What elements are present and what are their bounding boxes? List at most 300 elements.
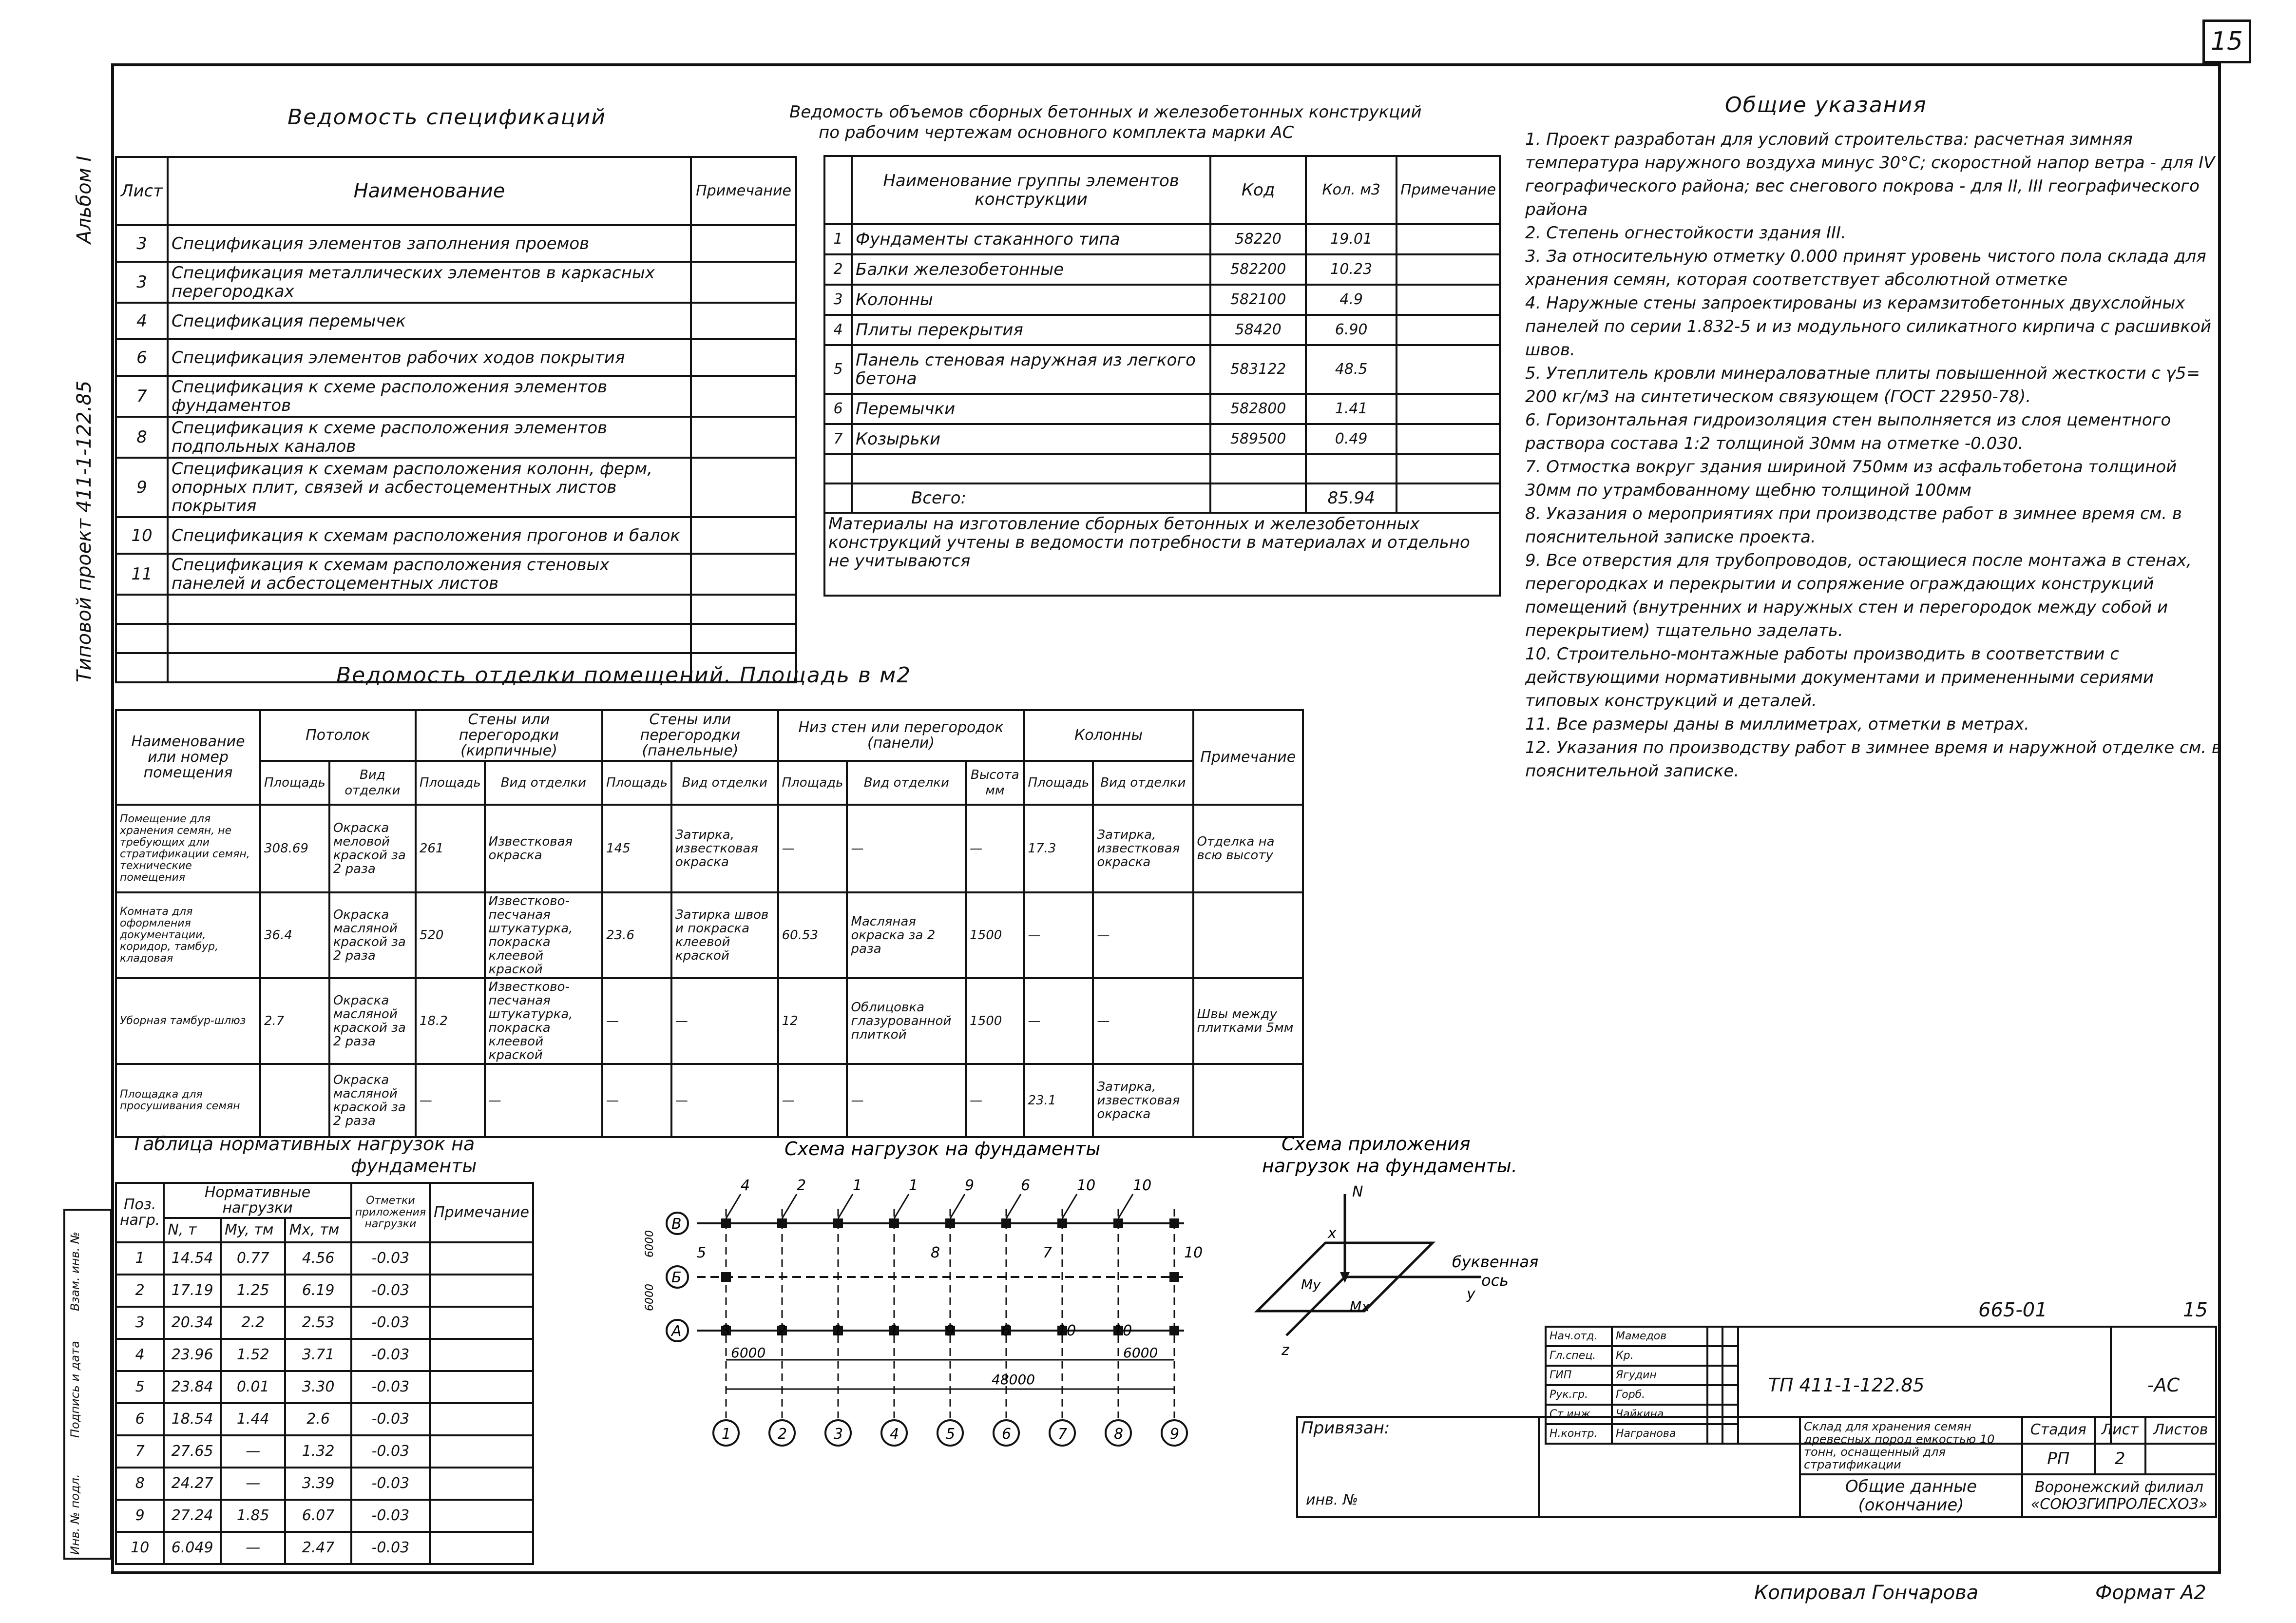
loads-row	[116, 1371, 533, 1403]
fin-sub-header: Вид отделки	[1093, 761, 1193, 805]
vol-row	[824, 345, 1500, 394]
spec-note	[691, 376, 796, 417]
fin-cell: 60.53	[778, 892, 847, 978]
fin-cell: 12	[778, 978, 847, 1064]
fin-cell: 1500	[966, 892, 1024, 978]
spec-row	[116, 303, 796, 339]
loads-cell: 2.53	[285, 1307, 351, 1339]
fin-cell: —	[778, 805, 847, 892]
stamp-col-sheets: Листов	[2145, 1417, 2216, 1444]
fin-cell: —	[778, 1064, 847, 1137]
foundation-mark	[889, 1218, 899, 1228]
scheme1-title: Схема нагрузок на фундаменты	[784, 1138, 1101, 1159]
note-item: 3. За относительную отметку 0.000 принят уровень чистого пола склада для хранения семян, которая соответствует абсолютной отметке	[1525, 247, 2206, 290]
footer-format: Формат А2	[2095, 1582, 2206, 1604]
bottom-load-label: 6	[1001, 1322, 1011, 1339]
fin-cell: Окраска масляной краской за 2 раза	[329, 892, 416, 978]
bottom-load-label: 3	[721, 1322, 731, 1339]
fin-cell: —	[485, 1064, 602, 1137]
vol-qty: 0.49	[1306, 424, 1397, 454]
loads-cell: 0.01	[221, 1371, 286, 1403]
loads-cell: 1.85	[221, 1500, 286, 1532]
loads-cell: —	[221, 1468, 286, 1500]
col-axis-label: 1	[722, 1426, 731, 1443]
spec-row	[116, 517, 796, 554]
my-label: My	[1301, 1276, 1321, 1293]
spec-row	[116, 417, 796, 458]
fin-cell: 17.3	[1024, 805, 1093, 892]
foundation-loads-scheme	[604, 1136, 1238, 1516]
spec-list-table	[115, 156, 797, 683]
vol-code: 589500	[1210, 424, 1306, 454]
loads-row	[116, 1500, 533, 1532]
vol-row	[824, 254, 1500, 285]
fin-cell: Затирка, известковая окраска	[671, 805, 778, 892]
top-load-label: 10	[1077, 1177, 1096, 1194]
fin-cell: 36.4	[260, 892, 329, 978]
dim-span: 6000	[731, 1345, 766, 1361]
loads-cell: 24.27	[164, 1468, 221, 1500]
stamp-role: Ст.инж.	[1546, 1405, 1612, 1424]
spec-sheet: 3	[116, 225, 168, 262]
loads-cell: 2.6	[285, 1403, 351, 1435]
spec-row	[116, 458, 796, 517]
vol-note	[1397, 345, 1500, 394]
dim-vertical-1: 6000	[644, 1230, 656, 1257]
fin-cell: Площадка для просушивания семян	[116, 1064, 260, 1137]
fin-cell: —	[602, 1064, 671, 1137]
foundation-mark	[945, 1218, 955, 1228]
top-load-label: 1	[909, 1177, 918, 1194]
scheme2-title-2: нагрузок на фундаменты.	[1262, 1155, 1517, 1177]
fin-sub-header: Площадь	[260, 761, 329, 805]
vol-code: 58220	[1210, 224, 1306, 254]
col-axis-label: 4	[890, 1426, 899, 1443]
loads-title-1: Таблица нормативных нагрузок на	[132, 1133, 475, 1155]
fin-cell: Окраска масляной краской за 2 раза	[329, 978, 416, 1064]
note-item: 9. Все отверстия для трубопроводов, остающиеся после монтажа в стенах, перегородках и перекрытии и сопряжение ограждающих конструкций помещений (внутренних и наружных стен и перегородок между собой и перекрытием) тщательно заделать.	[1525, 551, 2192, 640]
fin-cell: Уборная тамбур-шлюз	[116, 978, 260, 1064]
vol-name: Колонны	[852, 285, 1210, 315]
spec-row	[116, 262, 796, 303]
album-label: Альбом I	[73, 155, 96, 244]
loads-cell: 7	[116, 1435, 164, 1468]
loads-cell: 1.44	[221, 1403, 286, 1435]
loads-cell: 3.39	[285, 1468, 351, 1500]
fin-cell: —	[966, 1064, 1024, 1137]
loads-row	[116, 1532, 533, 1564]
fin-group-header: Стены или перегородки (панельные)	[602, 710, 778, 761]
loads-sub-n: N, т	[164, 1218, 221, 1242]
vol-row	[824, 285, 1500, 315]
vol-code: 58420	[1210, 315, 1306, 345]
loads-cell: -0.03	[351, 1500, 430, 1532]
vol-qty: 48.5	[1306, 345, 1397, 394]
stamp-mark: -АС	[2111, 1327, 2216, 1444]
load-leader	[782, 1194, 797, 1218]
vol-code: 582800	[1210, 394, 1306, 424]
spec-sheet: 4	[116, 303, 168, 339]
spec-hdr-sheet: Лист	[116, 157, 168, 225]
mx-label: Mx	[1350, 1298, 1370, 1314]
notes-list	[1525, 128, 2222, 783]
foundation-mark	[1169, 1326, 1179, 1335]
loads-cell: —	[221, 1435, 286, 1468]
top-load-label: 10	[1133, 1177, 1152, 1194]
fin-cell: —	[1024, 892, 1093, 978]
spec-sheet: 3	[116, 262, 168, 303]
loads-cell: —	[221, 1532, 286, 1564]
loads-row	[116, 1435, 533, 1468]
spec-name: Спецификация к схемам расположения прогонов и балок	[168, 517, 691, 554]
volumes-table	[823, 155, 1501, 597]
inner-load-label: 5	[697, 1244, 707, 1261]
loads-cell: -0.03	[351, 1339, 430, 1371]
note-item: 1. Проект разработан для условий строительства: расчетная зимняя температура наружного воздуха минус 30°С; скоростной напор ветра - для IV географического района; вес снегового покрова - для II, III географического района	[1525, 130, 2215, 219]
vol-note	[1397, 285, 1500, 315]
spec-name: Спецификация к схеме расположения элементов подпольных каналов	[168, 417, 691, 458]
stamp-bind: Привязан:	[1297, 1417, 1539, 1517]
spec-hdr-note: Примечание	[691, 157, 796, 225]
loads-row	[116, 1275, 533, 1307]
spec-note	[691, 458, 796, 517]
fin-group-header: Наименование или номер помещения	[116, 710, 260, 805]
vol-qty: 19.01	[1306, 224, 1397, 254]
loads-cell: 1	[116, 1242, 164, 1275]
stamp-col-stage: Стадия	[2022, 1417, 2095, 1444]
load-application-scheme	[1238, 1131, 1588, 1374]
bottom-load-label: 1	[889, 1322, 899, 1339]
loads-hdr-marks: Отметки приложения нагрузки	[351, 1183, 430, 1242]
stamp-bottom	[1296, 1416, 2217, 1518]
vol-note	[1397, 224, 1500, 254]
vol-note	[1397, 254, 1500, 285]
notes-title: Общие указания	[1725, 93, 1927, 117]
note-item: 2. Степень огнестойкости здания III.	[1525, 223, 1846, 243]
stamp-name: Горб.	[1612, 1385, 1707, 1405]
spec-note	[691, 554, 796, 595]
fin-cell: Затирка, известковая окраска	[1093, 1064, 1193, 1137]
vol-note	[1397, 315, 1500, 345]
stamp-role: ГИП	[1546, 1366, 1612, 1385]
loads-cell: 27.65	[164, 1435, 221, 1468]
note-item: 8. Указания о мероприятиях при производстве работ в зимнее время см. в пояснительной записке проекта.	[1525, 504, 2182, 547]
note-item: 10. Строительно-монтажные работы производить в соответствии с действующими нормативными документами и примененными сериями типовых конструкций и деталей.	[1525, 644, 2154, 711]
spec-name: Спецификация к схеме расположения элементов фундаментов	[168, 376, 691, 417]
spec-row	[116, 554, 796, 595]
vol-total-label: Всего:	[852, 483, 1210, 513]
vol-row	[824, 315, 1500, 345]
loads-cell: 1.32	[285, 1435, 351, 1468]
fin-cell: —	[966, 805, 1024, 892]
stamp-role: Нач.отд.	[1546, 1327, 1612, 1346]
fin-cell: Швы между плитками 5мм	[1193, 978, 1303, 1064]
stamp-description: Склад для хранения семян древесных пород емкостью 10 тонн, оснащенный для стратификации	[1800, 1417, 2022, 1474]
loads-cell: -0.03	[351, 1403, 430, 1435]
fin-cell: Помещение для хранения семян, не требующих дли стратификации семян, технические помещения	[116, 805, 260, 892]
col-axis-label: 3	[834, 1426, 843, 1443]
loads-cell: 2.2	[221, 1307, 286, 1339]
load-leader	[1118, 1194, 1133, 1218]
vol-num: 5	[824, 345, 852, 394]
row-axis-label: Б	[671, 1269, 682, 1286]
spec-list-title: Ведомость спецификаций	[287, 105, 606, 130]
fin-row	[116, 892, 1303, 978]
row-axis-label: А	[671, 1323, 682, 1340]
loads-cell: 5	[116, 1371, 164, 1403]
fin-cell: —	[1093, 978, 1193, 1064]
vol-name: Перемычки	[852, 394, 1210, 424]
dim-vertical-2: 6000	[644, 1284, 656, 1311]
z-label: z	[1282, 1342, 1289, 1359]
col-axis-label: 2	[778, 1426, 787, 1443]
loads-row	[116, 1307, 533, 1339]
col-axis-label: 5	[946, 1426, 956, 1443]
fin-cell	[260, 1064, 329, 1137]
spec-sheet: 7	[116, 376, 168, 417]
note-item: 11. Все размеры даны в миллиметрах, отметки в метрах.	[1525, 715, 2029, 734]
fin-cell: —	[602, 978, 671, 1064]
vol-code: 583122	[1210, 345, 1306, 394]
volumes-title-1: Ведомость объемов сборных бетонных и железобетонных конструкций	[789, 102, 1422, 122]
stamp-role: Гл.спец.	[1546, 1346, 1612, 1366]
fin-sub-header: Площадь	[416, 761, 485, 805]
fin-sub-header: Площадь	[1024, 761, 1093, 805]
spec-sheet: 11	[116, 554, 168, 595]
fin-cell: Окраска масляной краской за 2 раза	[329, 1064, 416, 1137]
loads-cell: 8	[116, 1468, 164, 1500]
stamp-role-row	[1546, 1327, 2216, 1346]
stamp-name: Кр.	[1612, 1346, 1707, 1366]
fin-group-header: Колонны	[1024, 710, 1193, 761]
loads-cell: 2	[116, 1275, 164, 1307]
fin-row	[116, 805, 1303, 892]
project-side-label: Типовой проект 411-1-122.85	[73, 380, 96, 682]
spec-hdr-name: Наименование	[168, 157, 691, 225]
inner-load-label: 7	[1043, 1244, 1052, 1261]
fin-cell: 145	[602, 805, 671, 892]
vol-num: 7	[824, 424, 852, 454]
fin-sub-header: Вид отделки	[329, 761, 416, 805]
fin-cell: 23.6	[602, 892, 671, 978]
fin-cell: Известково-песчаная штукатурка, покраска клеевой краской	[485, 892, 602, 978]
loads-row	[116, 1242, 533, 1275]
loads-row	[116, 1339, 533, 1371]
y-label: y	[1467, 1286, 1475, 1303]
loads-cell: -0.03	[351, 1468, 430, 1500]
load-leader	[838, 1194, 853, 1218]
vol-num: 1	[824, 224, 852, 254]
vol-code: 582200	[1210, 254, 1306, 285]
vol-row	[824, 224, 1500, 254]
vol-note: Материалы на изготовление сборных бетонных и железобетонных конструкций учтены в ведомости потребности в материалах и отдельно не учитываются	[824, 513, 1500, 596]
loads-cell: 23.84	[164, 1371, 221, 1403]
col-axis-label: 6	[1002, 1426, 1012, 1443]
loads-sub-mx: Mx, тм	[285, 1218, 351, 1242]
spec-sheet: 10	[116, 517, 168, 554]
left-stamp-2: Подпись и дата	[68, 1341, 82, 1438]
finishing-table	[115, 709, 1304, 1138]
volumes-title-2: по рабочим чертежам основного комплекта марки АС	[819, 123, 1294, 142]
loads-cell: 3.30	[285, 1371, 351, 1403]
fin-cell	[1193, 1064, 1303, 1137]
loads-cell: 23.96	[164, 1339, 221, 1371]
spec-row	[116, 339, 796, 376]
vol-hdr-name: Наименование группы элементов конструкции	[852, 156, 1210, 224]
loads-row	[116, 1403, 533, 1435]
loads-cell: 1.52	[221, 1339, 286, 1371]
vol-row	[824, 424, 1500, 454]
finishing-title: Ведомость отделки помещений. Площадь в м2	[336, 663, 912, 688]
top-load-label: 6	[1021, 1177, 1031, 1194]
col-axis-label: 7	[1058, 1426, 1068, 1443]
row-axis-label: В	[671, 1216, 682, 1233]
loads-table	[115, 1182, 534, 1565]
spec-note	[691, 303, 796, 339]
stamp-role: Н.контр.	[1546, 1424, 1612, 1444]
loads-cell: 9	[116, 1500, 164, 1532]
vol-code: 582100	[1210, 285, 1306, 315]
vol-name: Панель стеновая наружная из легкого бетона	[852, 345, 1210, 394]
stamp-doc-code: 665-01	[1978, 1299, 2047, 1321]
load-leader	[894, 1194, 909, 1218]
fin-cell: Окраска меловой краской за 2 раза	[329, 805, 416, 892]
top-load-label: 2	[797, 1177, 806, 1194]
stamp-sheet-title: Общие данные (окончание)	[1800, 1474, 2022, 1517]
spec-sheet: 6	[116, 339, 168, 376]
spec-name: Спецификация перемычек	[168, 303, 691, 339]
fin-cell: Масляная окраска за 2 раза	[847, 892, 966, 978]
load-leader	[726, 1194, 741, 1218]
stamp-org	[2022, 1474, 2216, 1517]
loads-hdr-pos: Поз. нагр.	[116, 1183, 164, 1242]
loads-hdr-note: Примечание	[430, 1183, 533, 1242]
col-axis-label: 8	[1114, 1426, 1124, 1443]
fin-group-header: Потолок	[260, 710, 416, 761]
foundation-mark	[1057, 1218, 1067, 1228]
stamp-org-2: «СОЮЗГИПРОЛЕСХОЗ»	[2030, 1495, 2208, 1513]
vol-name: Плиты перекрытия	[852, 315, 1210, 345]
loads-cell: 27.24	[164, 1500, 221, 1532]
vol-name: Балки железобетонные	[852, 254, 1210, 285]
loads-cell: 17.19	[164, 1275, 221, 1307]
loads-cell: 14.54	[164, 1242, 221, 1275]
fin-group-header: Стены или перегородки (кирпичные)	[416, 710, 602, 761]
dim-last: 6000	[1123, 1345, 1158, 1361]
fin-cell: —	[1093, 892, 1193, 978]
spec-note	[691, 225, 796, 262]
vol-num: 4	[824, 315, 852, 345]
spec-sheet: 8	[116, 417, 168, 458]
fin-group-header: Низ стен или перегородок (панели)	[778, 710, 1024, 761]
stamp-name: Ягудин	[1612, 1366, 1707, 1385]
bottom-load-label: 10	[1057, 1322, 1076, 1339]
fin-cell: Облицовка глазурованной плиткой	[847, 978, 966, 1064]
inner-load-label: 8	[931, 1244, 940, 1261]
stamp-name: Мамедов	[1612, 1327, 1707, 1346]
stamp-sheet-top: 15	[2183, 1299, 2208, 1321]
loads-cell: 6.07	[285, 1500, 351, 1532]
foundation-mark	[833, 1218, 843, 1228]
fin-cell: Известково-песчаная штукатурка, покраска клеевой краской	[485, 978, 602, 1064]
top-load-label: 4	[741, 1177, 750, 1194]
stamp-stage: РП	[2022, 1444, 2095, 1474]
top-load-label: 9	[965, 1177, 975, 1194]
bottom-load-label: 1	[833, 1322, 843, 1339]
spec-sheet: 9	[116, 458, 168, 517]
loads-cell: 6.049	[164, 1532, 221, 1564]
loads-cell: 0.77	[221, 1242, 286, 1275]
stamp-name: Чайкина	[1612, 1405, 1707, 1424]
spec-name: Спецификация металлических элементов в каркасных перегородках	[168, 262, 691, 303]
x-label: x	[1328, 1225, 1337, 1242]
spec-name: Спецификация элементов рабочих ходов покрытия	[168, 339, 691, 376]
vol-note	[1397, 394, 1500, 424]
foundation-mark	[1113, 1218, 1123, 1228]
stamp-col-sheet: Лист	[2095, 1417, 2145, 1444]
note-item: 5. Утеплитель кровли минераловатные плиты повышенной жесткости с γ5= 200 кг/м3 на синтетическом связующем (ГОСТ 22950-78).	[1525, 364, 2200, 406]
fin-cell: —	[671, 978, 778, 1064]
fin-cell: —	[847, 805, 966, 892]
loads-cell: -0.03	[351, 1275, 430, 1307]
vol-num: 6	[824, 394, 852, 424]
fin-row	[116, 1064, 1303, 1137]
load-leader	[1062, 1194, 1077, 1218]
foundation-mark	[1001, 1218, 1011, 1228]
fin-cell: Известковая окраска	[485, 805, 602, 892]
col-axis-label: 9	[1170, 1426, 1180, 1443]
stamp-project: ТП 411-1-122.85	[1738, 1327, 2111, 1444]
fin-cell: 520	[416, 892, 485, 978]
note-item: 7. Отмостка вокруг здания шириной 750мм из асфальтобетона толщиной 30мм по утрамбованному щебню толщиной 100мм	[1525, 457, 2177, 500]
foundation-mark	[777, 1218, 787, 1228]
loads-cell: 6.19	[285, 1275, 351, 1307]
spec-name: Спецификация к схемам расположения колонн, ферм, опорных плит, связей и асбестоцементных листов покрытия	[168, 458, 691, 517]
load-leader	[950, 1194, 965, 1218]
bottom-load-label: 9	[945, 1322, 955, 1339]
fin-sub-header: Вид отделки	[485, 761, 602, 805]
loads-sub-my: My, тм	[221, 1218, 286, 1242]
stamp-inv: инв. №	[1306, 1491, 1358, 1508]
vol-hdr-note: Примечание	[1397, 156, 1500, 224]
loads-hdr-norm: Нормативные нагрузки	[164, 1183, 351, 1218]
fin-sub-header: Площадь	[778, 761, 847, 805]
inner-load-label: 10	[1184, 1244, 1203, 1261]
fin-group-header: Примечание	[1193, 710, 1303, 805]
loads-cell: -0.03	[351, 1532, 430, 1564]
spec-note	[691, 417, 796, 458]
dim-total: 48000	[992, 1372, 1035, 1388]
loads-cell: 3	[116, 1307, 164, 1339]
note-item: 6. Горизонтальная гидроизоляция стен выполняется из слоя цементного раствора состава 1:2 толщиной 30мм на отметке -0.030.	[1525, 410, 2171, 453]
vol-hdr-qty: Кол. м3	[1306, 156, 1397, 224]
axis-label-1: буквенная	[1452, 1253, 1539, 1271]
loads-cell: -0.03	[351, 1435, 430, 1468]
fin-sub-header: Вид отделки	[671, 761, 778, 805]
loads-cell: -0.03	[351, 1371, 430, 1403]
sheet-number: 15	[2202, 19, 2251, 63]
fin-cell: —	[671, 1064, 778, 1137]
spec-note	[691, 339, 796, 376]
fin-cell: Затирка, известковая окраска	[1093, 805, 1193, 892]
fin-cell: 23.1	[1024, 1064, 1093, 1137]
load-leader	[1006, 1194, 1021, 1218]
foundation-mark	[1169, 1272, 1179, 1282]
loads-cell: 20.34	[164, 1307, 221, 1339]
fin-cell: —	[1024, 978, 1093, 1064]
loads-cell: 4.56	[285, 1242, 351, 1275]
note-item: 12. Указания по производству работ в зимнее время и наружной отделке см. в пояснительной записке.	[1525, 738, 2221, 781]
